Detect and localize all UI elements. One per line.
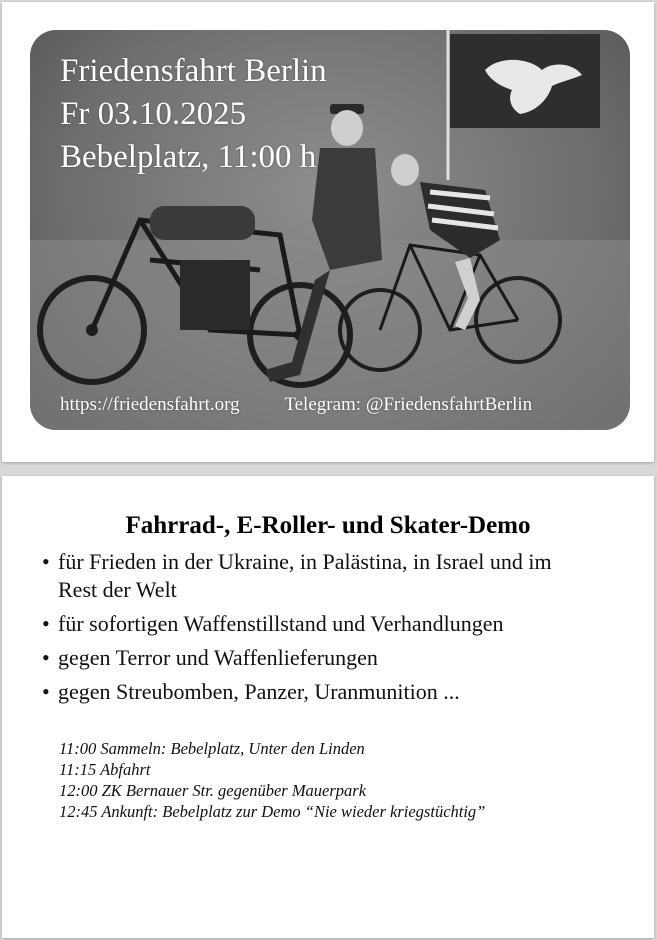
schedule-item: 12:00 ZK Bernauer Str. gegenüber Mauerpark (59, 781, 367, 800)
website-link[interactable]: https://friedensfahrt.org (60, 394, 240, 415)
flyer-back (2, 476, 654, 938)
telegram-handle[interactable]: Telegram: @FriedensfahrtBerlin (284, 394, 533, 415)
event-title: Friedensfahrt Berlin (60, 53, 327, 89)
schedule (59, 738, 485, 822)
contact-links (60, 394, 532, 416)
rider-head (331, 110, 363, 146)
list-item: • gegen Terror und Waffenlieferungen (42, 644, 578, 672)
event-date: Fr 03.10.2025 (60, 96, 247, 132)
cyclist-head (391, 154, 419, 186)
schedule-item: 12:45 Ankunft: Bebelplatz zur Demo “Nie wieder kriegstüchtig” (59, 802, 486, 821)
event-location-time: Bebelplatz, 11:00 h (60, 139, 317, 175)
demo-goals-list (42, 548, 578, 712)
list-item: • für sofortigen Waffenstillstand und Verhandlungen (42, 610, 578, 638)
engine (180, 260, 250, 330)
list-item: • gegen Streubomben, Panzer, Uranmunition ... (42, 678, 578, 706)
schedule-item: 11:15 Abfahrt (59, 760, 151, 779)
event-title-block (60, 50, 327, 179)
demo-heading: Fahrrad-, E-Roller- und Skater-Demo (125, 512, 531, 539)
fuel-tank (150, 206, 255, 240)
historic-motorcycle-photo (30, 30, 630, 430)
schedule-item: 11:00 Sammeln: Bebelplatz, Unter den Linden (59, 739, 365, 758)
flyer-front (2, 2, 654, 462)
list-item: • für Frieden in der Ukraine, in Palästina, in Israel und im Rest der Welt (42, 548, 578, 604)
